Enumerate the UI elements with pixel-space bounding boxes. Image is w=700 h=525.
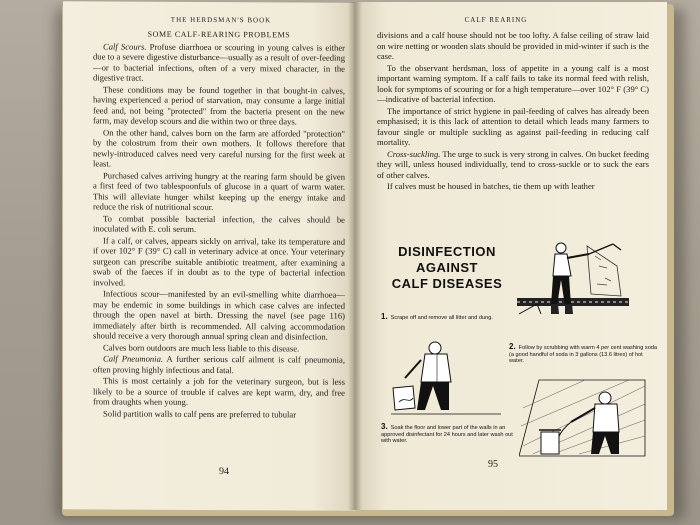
- paragraph-text: On the other hand, calves born on the farm are afforded "protection" by the colostrum from their own mothers. It follows therefore that newly-introduced calves need very careful nursing for the first week at least.: [93, 126, 345, 169]
- right-page: [355, 2, 667, 510]
- step-1-text: Scrape off and remove all litter and dung.: [390, 315, 493, 321]
- paragraph-text: Purchased calves arriving hungry at the rearing farm should be given a first feed of two tablespoonfuls of glucose in a quart of warm water. This will alleviate hunger whilst keeping up the energy intake and reduce the risk of nutritional scour.: [93, 169, 345, 213]
- step-1-number: 1.: [381, 312, 388, 321]
- paragraph: [93, 41, 345, 84]
- paragraph: [377, 63, 649, 105]
- left-page-number: 94: [219, 466, 229, 478]
- step-3-number: 3.: [381, 422, 388, 431]
- paragraph-text: This is most certainly a job for the veterinary surgeon, but is less likely to be a source of trouble if calves are kept warm, dry, and free from draughts when young.: [93, 375, 345, 407]
- paragraph-text: Infectious scour—manifested by an evil-smelling white diarrhoea—may be endemic in some buildings in which case calves are infected through the open navel at birth. Dressing the navel (see page 116) immediately after birth is recommended. All calving accommodation should receive a very thorough annual spring clean and disinfection.: [93, 288, 345, 342]
- paragraph-lead: Calf Pneumonia.: [103, 353, 164, 364]
- paragraph-text: Solid partition walls to calf pens are preferred to tubular: [103, 407, 297, 419]
- right-page-text: [377, 30, 649, 193]
- paragraph-text: The urge to suck is very strong in calves. On bucket feeding they will, unless housed individually, tend to cross-suckle or to suck the ears of other calves.: [377, 148, 649, 180]
- right-running-head: CALF REARING: [464, 16, 528, 24]
- disinfection-poster: [369, 236, 661, 472]
- paragraph: [377, 149, 649, 181]
- section-heading: SOME CALF-REARING PROBLEMS: [147, 29, 291, 40]
- paragraph: [93, 213, 345, 235]
- paragraph: [93, 353, 345, 375]
- paragraph-lead: Calf Scours.: [103, 40, 147, 52]
- paragraph: [93, 288, 345, 342]
- paragraph: [93, 127, 345, 170]
- paragraph-text: These conditions may be found together in that bought-in calves, having experienced a period of starvation, may consume a large initial feed and, not being "protected" from the bacteria present on the new farm, may develop scours and die within two or three days.: [93, 83, 345, 127]
- step-2: [509, 344, 659, 365]
- paragraph: [93, 408, 345, 420]
- spraying-illustration: [519, 376, 649, 458]
- paragraph-text: To combat possible bacterial infection, the calves should be inoculated with E. coli serum.: [93, 212, 345, 234]
- scrubbing-illustration: [391, 338, 501, 420]
- paragraph: [93, 375, 345, 408]
- paragraph-text: A further serious calf ailment is calf pneumonia, often proving highly infectious and fatal.: [93, 353, 345, 375]
- left-running-head: THE HERDSMAN'S BOOK: [170, 15, 272, 25]
- step-2-text: Follow by scrubbing with warm 4 per cent washing soda (a good handful of soda in 3 gallons (13.6 litres) of hot water.: [509, 345, 658, 365]
- paragraph: [377, 30, 649, 62]
- step-2-number: 2.: [509, 342, 516, 351]
- paragraph-text: To the observant herdsman, loss of appetite in a young calf is a most important warning symptom. If a calf fails to take its normal feed with relish, look for symptoms of scouring or for a high temperature—over 102° F (39° C)—indicative of bacterial infection.: [377, 62, 649, 104]
- step-3-text: Soak the floor and lower part of the walls in an approved disinfectant for 24 hours and later wash out with water.: [381, 425, 513, 445]
- poster-title-line1: DISINFECTION: [398, 244, 496, 259]
- paragraph: [93, 84, 345, 127]
- paragraph: [93, 170, 345, 213]
- left-page-text: [93, 29, 345, 420]
- paragraph: [93, 235, 345, 289]
- paragraph-text: The importance of strict hygiene in pail-feeding of calves has already been emphasised; it is this lack of attention to detail which leads many farmers to favour single or multiple suckling as against pail-feeding in reducing calf mortality.: [377, 105, 649, 147]
- scraping-illustration: [517, 236, 629, 326]
- left-page: [63, 1, 355, 511]
- step-3: [381, 424, 513, 445]
- poster-title-line2: AGAINST: [416, 260, 478, 275]
- paragraph: [93, 342, 345, 354]
- paragraph: [377, 106, 649, 148]
- paragraph-lead: Cross-suckling.: [387, 148, 441, 159]
- paragraph-text: Calves born outdoors are much less liable to this disease.: [103, 341, 300, 353]
- paragraph: [377, 181, 649, 192]
- right-page-number: 95: [488, 459, 498, 470]
- paragraph-text: If a calf, or calves, appears sickly on arrival, take its temperature and if over 102° F (39° C) call in veterinary advice at once. Your veterinary surgeon can prescribe suitable antibiotic treatment, after examining a swab of the faeces if in doubt as to the type of bacterial infection involved.: [93, 234, 345, 288]
- poster-title-line3: CALF DISEASES: [391, 276, 503, 291]
- paragraph-text: divisions and a calf house should not be too lofty. A false ceiling of straw laid on wire netting or wooden slats should be provided in mid-winter if such is the case.: [377, 30, 649, 61]
- paragraph-text: If calves must be housed in batches, tie them up with leather: [387, 181, 595, 191]
- paragraph-text: Profuse diarrhoea or scouring in young calves is either due to a severe digestive disturbance—usually as a result of over-feeding—or to bacterial infections, often of a very mixed character, in the digestive tract.: [93, 41, 345, 83]
- book-gutter: [348, 2, 362, 510]
- step-1: [381, 314, 511, 322]
